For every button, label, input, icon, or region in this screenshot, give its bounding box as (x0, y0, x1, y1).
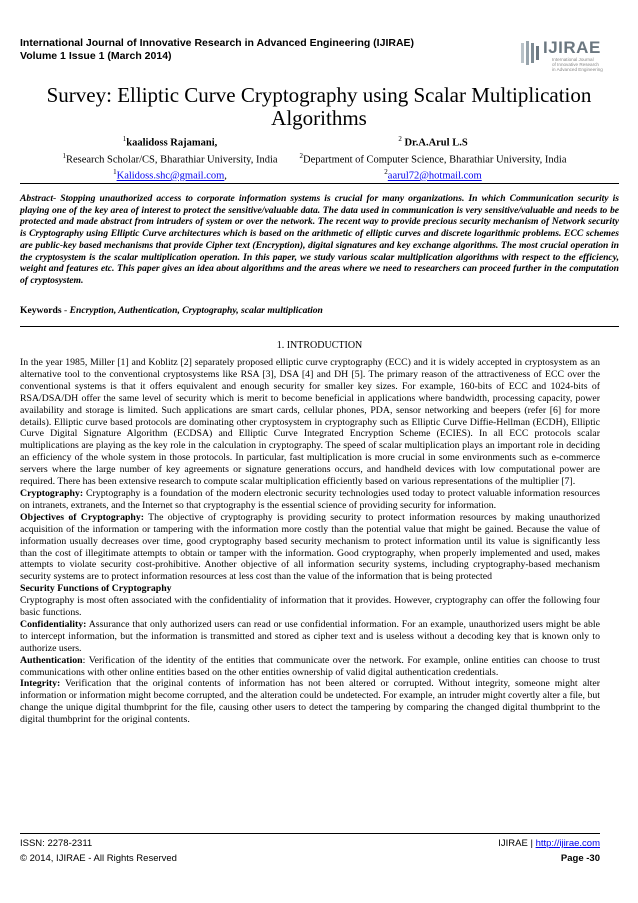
title-line: Survey: Elliptic Curve Cryptography using Scalar Multiplication (46, 83, 592, 107)
paragraph-text: Verification that the original contents of information has not been altered or corrupted. Without integrity, someone might alter information or information might become corrupted, and the alteration could be undetected. For example, an intruder might covertly alter a file, but change the unique digital thumbprint for the file, causing other users to detect the tampering by comparing the changed digital thumbprint to the digital thumbprint for the original contents. (20, 678, 600, 726)
section-heading: 1. INTRODUCTION (276, 340, 363, 351)
paragraph-label: Integrity: (20, 678, 61, 690)
volume-info: Volume 1 Issue 1 (March 2014) (20, 50, 172, 62)
keywords-label: Keywords (20, 305, 62, 316)
author-name: kaalidoss Rajamani, (126, 137, 218, 149)
keywords-separator: - (61, 305, 70, 316)
footer-journal-name: IJIRAE (498, 838, 528, 849)
author-affiliation: Department of Computer Science, Bharathiar University, India (303, 154, 567, 165)
paragraph-label: Confidentiality: (20, 618, 87, 630)
author-number: 2 (398, 135, 402, 143)
footer-journal (498, 838, 600, 850)
keywords (20, 305, 619, 317)
paragraph-label: Authentication (20, 654, 83, 666)
logo-subtitle (552, 57, 603, 72)
paper-title (20, 84, 618, 130)
title-line: Algorithms (271, 106, 367, 130)
affiliation-number: 1 (62, 151, 66, 160)
body-text (20, 357, 600, 726)
divider (20, 183, 619, 184)
author-affiliation: Research Scholar/CS, Bharathiar University, India (65, 154, 278, 165)
email-number: 1 (113, 168, 117, 176)
footer-copyright: © 2014, IJIRAE - All Rights Reserved (20, 853, 177, 864)
paragraph-label: Objectives of Cryptography: (20, 511, 145, 523)
footer-divider (20, 833, 600, 834)
footer-url-link[interactable]: http://ijirae.com (535, 838, 600, 849)
paragraph-text: Cryptography is a foundation of the modern electronic security technologies used today to protect valuable information resources on intranets, extranets, and the Internet so that cryptography is the essential science of providing security for information. (20, 487, 600, 511)
author-name: Dr.A.Arul L.S (401, 137, 468, 149)
paragraph-text: : Verification of the identity of the entities that communicate over the network. For example, online entities can choose to trust communications with other online entities based on the other entities ownership of valid digital authentication credentials. (20, 654, 600, 678)
paragraph-text: The objective of cryptography is providing security to protect information resources by making unauthorized acquisition of the information or tampering with the information more costly than the potential value that might be gained. Because the value of information usually decreases over time, good cryptography based security mechanism to protect information until its value is significantly less than the cost of illegitimate attempts to obtain or tamper with the information. Good cryptography, when properly implemented and used, makes attempts to violate security cost-prohibitive. Another objective of all information security systems, including cryptography-based mechanism security systems are to protect information resources at less cost than the value of the information that is being protected (20, 511, 600, 583)
paragraph (20, 619, 600, 655)
email-number: 2 (384, 168, 388, 176)
abstract: Abstract- Stopping unauthorized access to corporate information systems is crucial for many organizations. In which Communication security is playing one of the key area of interest to protect the sensitive/valuable data. The data used in communication is very sensitive/valuable and needs to be protected and made abstract from intruders of system or over the network. The recent way to provide precious security mechanism of Network security is Cryptography using Elliptic Curve architectures which is based on the arithmetic of elliptic curves and discrete logarithmic problems. ECC schemes are public-key based mechanisms that provide Cipher text (Encryption), digital signatures and key exchange algorithms. The most crucial operation in the cryptosystem is the scalar multiplication operation. In this paper, we study various scalar multiplication algorithms with respect to the efficiency, weight and features etc. This paper gives an idea about algorithms and the areas where we need to researchers can proceed further in the computation of cryptosystem. (20, 193, 619, 286)
paragraph (20, 512, 600, 583)
paragraph-label: Security Functions of Cryptography (20, 583, 172, 595)
paragraph-text: Assurance that only authorized users can read or use confidential information. For an example, unauthorized users might be able to intercept information, but the information is transmitted and stored as cipher text and is useless without a decoding key that is known only to authorize users. (20, 618, 600, 654)
journal-name: International Journal of Innovative Research in Advanced Engineering (IJIRAE) (20, 37, 415, 49)
intro-paragraph: In the year 1985, Miller [1] and Koblitz [2] separately proposed elliptic curve cryptography (ECC) and it is widely accepted in cryptosystem as an alternative tool to the conventional cryptosystems like RSA [3], DSA [4] and DH [5]. The primary reason of the attractiveness of ECC over the conventional systems is that it offers equivalent and enough security for smaller key sizes. For example, 160-bits of ECC and 1024-bits of RSA/DSA/DH offer the same level of security which is merit to become beneficial in applications where bandwidth, processing capacity, power availability and storage is limited. Such applications are smart cards, cellular phones, PDA, sensor networking and beepers (refer [6] for more details). Elliptic curve based protocols are dominating other cryptosystem in cryptography such as Elliptic Curve Diffie-Hellman (ECDH), Elliptic Curve Digital Signature Algorithm (ECDSA) and Elliptic Curve Integrated Encryption Scheme (ECIES). In all ECC protocols scalar multiplications are playing as the key role in the calculation in cryptography. The speed of scalar multiplication plays an important role in deciding an efficiency of the whole system in those protocols. In particular, fast multiplication is more crucial in some environments such as e-commerce servers where the large number of key agreements or signature generations occurs, and handheld devices with low computational power are required. There has been extensive research to compute scalar multiplication efficiently based on various representations of the multiplier [7]. (20, 357, 600, 488)
author-number: 1 (122, 135, 127, 143)
footer-issn: ISSN: 2278-2311 (20, 838, 93, 849)
paragraph (20, 595, 600, 619)
paragraph-text: Cryptography is most often associated with the confidentiality of information that it provides. However, cryptography can offer the following four basic functions. (20, 595, 600, 619)
author-block-2 (283, 133, 583, 183)
email-tail: , (224, 170, 227, 182)
author-email-link[interactable]: Kalidoss.shc@gmail.com (116, 170, 225, 182)
logo-emblem-icon (520, 40, 542, 66)
footer-separator: | (527, 838, 536, 849)
logo-text: IJIRAE (543, 38, 601, 57)
paragraph (20, 655, 600, 679)
journal-logo (520, 38, 610, 72)
logo-subtitle-line: International Journal (552, 57, 594, 62)
affiliation-number: 2 (299, 151, 303, 160)
divider (20, 326, 619, 327)
paragraph (20, 488, 600, 512)
keywords-list: Encryption, Authentication, Cryptography, scalar multiplication (69, 305, 323, 316)
paragraph-label: Cryptography: (20, 487, 84, 499)
paragraph (20, 678, 600, 726)
page-number: Page -30 (560, 853, 600, 864)
logo-subtitle-line: of Innovative Research (552, 62, 599, 67)
author-block-1 (20, 133, 320, 183)
paragraph (20, 583, 600, 595)
logo-subtitle-line: in Advanced Engineering (552, 67, 603, 72)
author-email-link[interactable]: aarul72@hotmail.com (387, 170, 482, 182)
